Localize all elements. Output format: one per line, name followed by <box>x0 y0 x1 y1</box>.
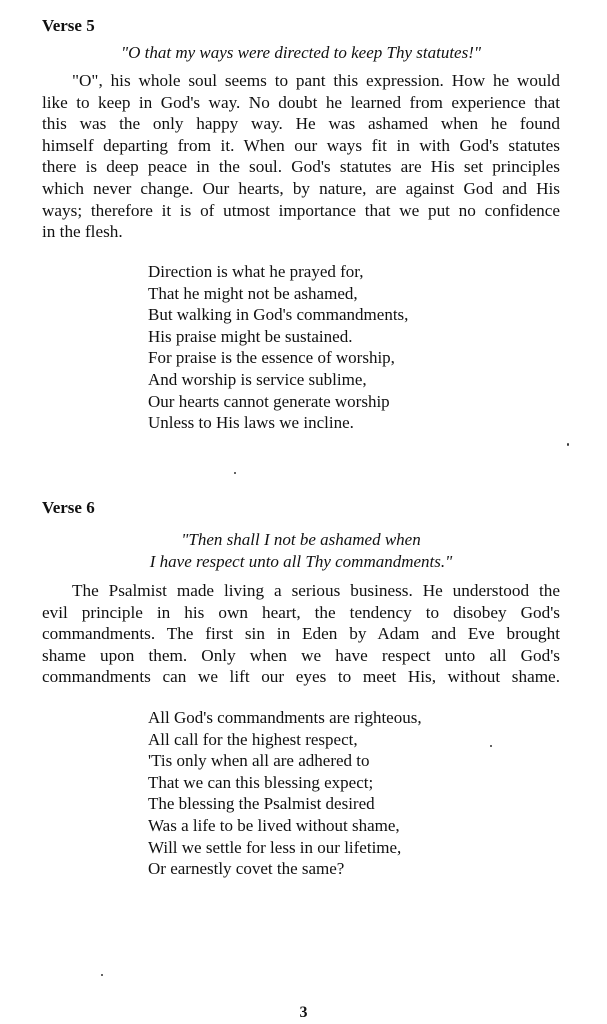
paragraph-line: there is deep peace in the soul. God's statutes are His set principles <box>42 157 560 177</box>
poem-line: His praise might be sustained. <box>148 326 353 346</box>
paragraph-line: like to keep in God's way. No doubt he learned from experience that <box>42 92 560 112</box>
poem-line: For praise is the essence of worship, <box>148 348 395 368</box>
section-heading-verse-6: Verse 6 <box>42 498 95 517</box>
paragraph-line: himself departing from it. When our ways fit in with God's statutes <box>42 135 560 155</box>
commentary-paragraph-verse-5 <box>42 70 560 243</box>
page-number: 3 <box>299 1004 308 1021</box>
poem-line: Unless to His laws we incline. <box>148 413 354 433</box>
scripture-quote-verse-5 <box>42 42 560 64</box>
paragraph-line: "O", his whole soul seems to pant this expression. How he would <box>72 71 560 90</box>
scan-speck <box>490 745 492 747</box>
paragraph-line: in the flesh. <box>42 222 123 242</box>
scan-speck <box>101 974 103 976</box>
poem-line: Our hearts cannot generate worship <box>148 391 390 411</box>
quote-line: I have respect unto all Thy commandments." <box>149 551 453 571</box>
scan-speck <box>567 443 569 446</box>
paragraph-line: evil principle in his own heart, the tendency to disobey God's <box>42 602 560 622</box>
paragraph-line: The Psalmist made living a serious business. He understood the <box>72 581 560 600</box>
poem-line: And worship is service sublime, <box>148 369 367 389</box>
commentary-paragraph-verse-6 <box>42 580 560 688</box>
poem-line: Will we settle for less in our lifetime, <box>148 837 402 857</box>
poem-line: Or earnestly covet the same? <box>148 859 345 879</box>
poem-line: Direction is what he prayed for, <box>148 262 364 281</box>
poem-line: All God's commandments are righteous, <box>148 708 422 727</box>
poem-line: That we can this blessing expect; <box>148 772 374 792</box>
paragraph-line: which never change. Our hearts, by nature, are against God and His <box>42 178 560 198</box>
paragraph-line: commandments can we lift our eyes to meet His, without shame. <box>42 667 560 687</box>
poem-line: 'Tis only when all are adhered to <box>148 751 370 771</box>
poem-verse-5 <box>148 261 408 434</box>
poem-line: But walking in God's commandments, <box>148 305 409 325</box>
paragraph-line: commandments. The first sin in Eden by Adam and Eve brought <box>42 624 560 644</box>
scan-speck <box>234 472 236 474</box>
paragraph-line: shame upon them. Only when we have respect unto all God's <box>42 645 560 665</box>
section-heading-verse-5: Verse 5 <box>42 16 95 35</box>
poem-line: Was a life to be lived without shame, <box>148 815 400 835</box>
poem-verse-6 <box>148 707 422 880</box>
poem-line: All call for the highest respect, <box>148 729 358 749</box>
paragraph-line: ways; therefore it is of utmost importance that we put no confidence <box>42 200 560 220</box>
quote-line: "O that my ways were directed to keep Thy statutes!" <box>120 43 482 62</box>
quote-line: "Then shall I not be ashamed when <box>181 530 421 549</box>
poem-line: The blessing the Psalmist desired <box>148 794 375 814</box>
poem-line: That he might not be ashamed, <box>148 283 358 303</box>
scripture-quote-verse-6 <box>42 529 560 572</box>
paragraph-line: this was the only happy way. He was ashamed when he found <box>42 114 560 134</box>
